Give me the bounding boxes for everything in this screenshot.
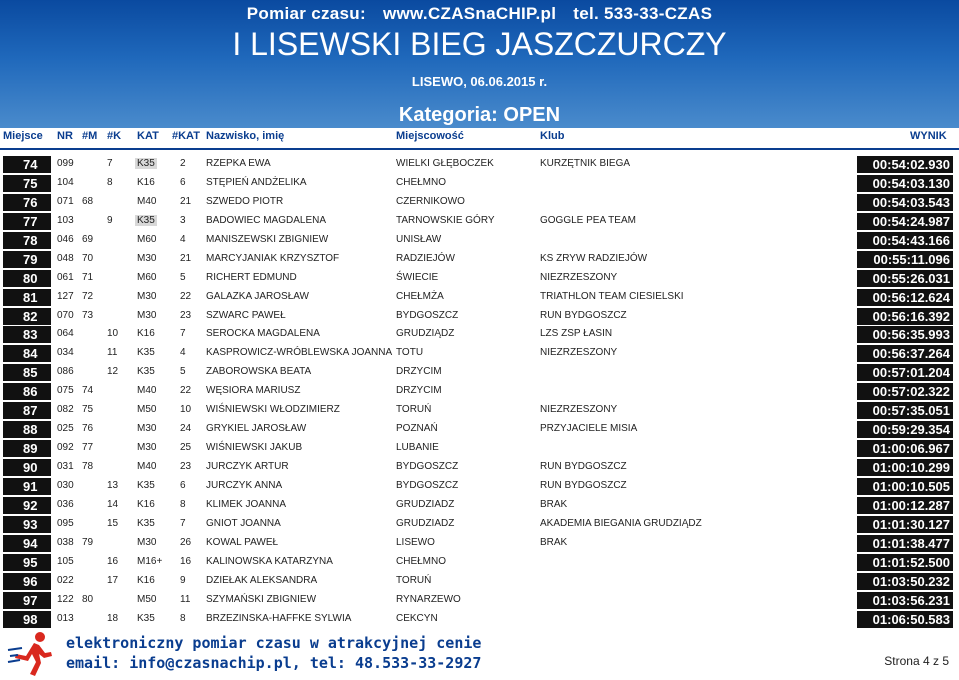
category-cell: M30 bbox=[137, 252, 157, 264]
col-club: Klub bbox=[540, 130, 565, 142]
bib-number: 075 bbox=[57, 385, 74, 397]
runner-name: WIŚNIEWSKI JAKUB bbox=[206, 442, 303, 454]
position-cell: 90 bbox=[3, 459, 51, 476]
category-rank: 25 bbox=[180, 442, 192, 454]
female-rank: 15 bbox=[107, 517, 119, 529]
time-cell: 01:00:12.287 bbox=[857, 497, 953, 514]
club-cell: LZS ZSP ŁASIN bbox=[540, 328, 613, 340]
category-rank: 21 bbox=[180, 195, 192, 207]
city-cell: ŚWIECIE bbox=[396, 271, 439, 283]
col-k: #K bbox=[107, 130, 122, 142]
category-cell: K16 bbox=[137, 176, 155, 188]
category-cell: M30 bbox=[137, 309, 157, 321]
category-rank: 5 bbox=[180, 271, 186, 283]
bib-number: 095 bbox=[57, 517, 74, 529]
bib-number: 103 bbox=[57, 214, 74, 226]
position-cell: 93 bbox=[3, 516, 51, 533]
time-cell: 01:01:38.477 bbox=[857, 535, 953, 552]
female-rank: 12 bbox=[107, 366, 119, 378]
male-rank: 76 bbox=[82, 423, 94, 435]
male-rank: 75 bbox=[82, 404, 94, 416]
club-cell: NIEZRZESZONY bbox=[540, 347, 618, 359]
table-row bbox=[0, 193, 959, 212]
runner-logo-icon bbox=[6, 630, 62, 678]
category-rank: 4 bbox=[180, 233, 186, 245]
category-rank: 22 bbox=[180, 290, 192, 302]
female-rank: 14 bbox=[107, 498, 119, 510]
runner-name: SZYMAŃSKI ZBIGNIEW bbox=[206, 593, 317, 605]
city-cell: WIELKI GŁĘBOCZEK bbox=[396, 158, 494, 169]
category-rank: 23 bbox=[180, 309, 192, 321]
col-city: Miejscowość bbox=[396, 130, 464, 142]
position-cell: 83 bbox=[3, 326, 51, 343]
runner-name: GRYKIEL JAROSŁAW bbox=[206, 423, 307, 435]
runner-name: KALINOWSKA KATARZYNA bbox=[206, 555, 333, 567]
runner-name: BADOWIEC MAGDALENA bbox=[206, 214, 327, 226]
position-cell: 87 bbox=[3, 402, 51, 419]
position-cell: 94 bbox=[3, 535, 51, 552]
footer-tagline: elektroniczny pomiar czasu w atrakcyjnej cenie bbox=[66, 634, 482, 652]
table-row bbox=[0, 477, 959, 496]
category-rank: 6 bbox=[180, 479, 186, 491]
time-cell: 00:56:12.624 bbox=[857, 289, 953, 306]
table-row bbox=[0, 610, 959, 629]
time-cell: 00:54:43.166 bbox=[857, 232, 953, 249]
club-cell: RUN BYDGOSZCZ bbox=[540, 479, 627, 491]
time-cell: 01:03:50.232 bbox=[857, 573, 953, 590]
male-rank: 74 bbox=[82, 385, 94, 397]
bib-number: 070 bbox=[57, 309, 74, 321]
position-cell: 74 bbox=[3, 156, 51, 173]
table-row bbox=[0, 231, 959, 250]
runner-name: SZWEDO PIOTR bbox=[206, 195, 284, 207]
col-hkat: #KAT bbox=[172, 130, 200, 142]
runner-name: STĘPIEŃ ANDŻELIKA bbox=[206, 176, 307, 188]
time-cell: 01:00:06.967 bbox=[857, 440, 953, 457]
runner-name: MANISZEWSKI ZBIGNIEW bbox=[206, 233, 329, 245]
female-rank: 17 bbox=[107, 574, 119, 586]
bib-number: 092 bbox=[57, 442, 74, 454]
position-cell: 86 bbox=[3, 383, 51, 400]
position-cell: 80 bbox=[3, 270, 51, 287]
col-nr: NR bbox=[57, 130, 73, 142]
category-rank: 5 bbox=[180, 366, 186, 378]
bib-number: 064 bbox=[57, 328, 74, 340]
bib-number: 082 bbox=[57, 404, 74, 416]
position-cell: 92 bbox=[3, 497, 51, 514]
bib-number: 061 bbox=[57, 271, 74, 283]
table-row bbox=[0, 439, 959, 458]
table-row bbox=[0, 420, 959, 439]
time-cell: 00:54:24.987 bbox=[857, 213, 953, 230]
category-cell: K16 bbox=[137, 328, 155, 340]
city-cell: GRUDZIADZ bbox=[396, 498, 455, 510]
event-place-date: LISEWO, 06.06.2015 r. bbox=[411, 74, 548, 89]
time-cell: 00:54:02.930 bbox=[857, 156, 953, 173]
runner-name: SEROCKA MAGDALENA bbox=[206, 328, 320, 340]
position-cell: 78 bbox=[3, 232, 51, 249]
female-rank: 11 bbox=[107, 347, 118, 359]
club-cell: NIEZRZESZONY bbox=[540, 404, 618, 416]
category-rank: 22 bbox=[180, 385, 192, 397]
time-cell: 00:54:03.543 bbox=[857, 194, 953, 211]
category-rank: 8 bbox=[180, 612, 186, 624]
city-cell: BYDGOSZCZ bbox=[396, 479, 459, 491]
position-cell: 95 bbox=[3, 554, 51, 571]
table-row bbox=[0, 458, 959, 477]
club-cell: BRAK bbox=[540, 536, 568, 548]
category-rank: 3 bbox=[180, 214, 186, 226]
category-rank: 21 bbox=[180, 252, 192, 264]
city-cell: CHEŁMŻA bbox=[396, 290, 444, 302]
male-rank: 78 bbox=[82, 461, 94, 472]
table-row bbox=[0, 534, 959, 553]
bib-number: 022 bbox=[57, 574, 74, 586]
time-cell: 00:57:01.204 bbox=[857, 364, 953, 381]
position-cell: 81 bbox=[3, 289, 51, 306]
table-row bbox=[0, 363, 959, 382]
runner-name: WĘSIORA MARIUSZ bbox=[206, 385, 301, 397]
city-cell: DRZYCIM bbox=[396, 366, 442, 378]
category-rank: 16 bbox=[180, 555, 192, 567]
position-cell: 85 bbox=[3, 364, 51, 381]
city-cell: LUBANIE bbox=[396, 442, 439, 454]
category-cell: K35 bbox=[137, 517, 155, 529]
time-cell: 01:01:52.500 bbox=[857, 554, 953, 571]
male-rank: 77 bbox=[82, 442, 94, 454]
runner-name: ZABOROWSKA BEATA bbox=[206, 366, 312, 378]
club-cell: AKADEMIA BIEGANIA GRUDZIĄDZ bbox=[540, 517, 702, 529]
category-rank: 24 bbox=[180, 423, 192, 435]
category-cell: K35 bbox=[137, 158, 155, 169]
runner-name: RZEPKA EWA bbox=[206, 158, 271, 169]
time-cell: 00:55:11.096 bbox=[857, 251, 953, 268]
category-rank: 2 bbox=[180, 158, 186, 169]
position-cell: 98 bbox=[3, 611, 51, 628]
male-rank: 70 bbox=[82, 252, 94, 264]
city-cell: CEKCYN bbox=[396, 612, 438, 624]
column-headers bbox=[0, 130, 959, 146]
runner-name: MARCYJANIAK KRZYSZTOF bbox=[206, 252, 340, 264]
city-cell: RADZIEJÓW bbox=[396, 252, 455, 264]
club-cell: BRAK bbox=[540, 498, 568, 510]
city-cell: BYDGOSZCZ bbox=[396, 309, 459, 321]
category-cell: K35 bbox=[137, 479, 155, 491]
female-rank: 9 bbox=[107, 214, 113, 226]
time-cell: 00:59:29.354 bbox=[857, 421, 953, 438]
position-cell: 84 bbox=[3, 345, 51, 362]
club-cell: PRZYJACIELE MISIA bbox=[540, 423, 638, 435]
col-m: #M bbox=[82, 130, 98, 142]
runner-name: KOWAL PAWEŁ bbox=[206, 536, 279, 548]
category-cell: K35 bbox=[137, 214, 155, 226]
category-rank: 7 bbox=[180, 328, 186, 340]
club-cell: RUN BYDGOSZCZ bbox=[540, 461, 627, 472]
bib-number: 031 bbox=[57, 461, 74, 472]
male-rank: 80 bbox=[82, 593, 94, 605]
results-table bbox=[0, 155, 959, 628]
position-cell: 75 bbox=[3, 175, 51, 192]
runner-name: JURCZYK ANNA bbox=[206, 479, 283, 491]
table-row bbox=[0, 515, 959, 534]
runner-name: KLIMEK JOANNA bbox=[206, 498, 287, 510]
header-divider bbox=[0, 148, 959, 150]
time-cell: 01:03:56.231 bbox=[857, 592, 953, 609]
runner-name: BRZEZINSKA-HAFFKE SYLWIA bbox=[206, 612, 352, 624]
table-row bbox=[0, 307, 959, 326]
category-cell: M40 bbox=[137, 461, 157, 472]
position-cell: 91 bbox=[3, 478, 51, 495]
col-miejsce: Miejsce bbox=[3, 130, 43, 142]
table-row bbox=[0, 325, 959, 344]
male-rank: 69 bbox=[82, 233, 94, 245]
city-cell: CZERNIKOWO bbox=[396, 195, 465, 207]
table-row bbox=[0, 591, 959, 610]
female-rank: 13 bbox=[107, 479, 119, 491]
category-cell: K16 bbox=[137, 498, 155, 510]
position-cell: 96 bbox=[3, 573, 51, 590]
position-cell: 82 bbox=[3, 308, 51, 325]
table-row bbox=[0, 288, 959, 307]
female-rank: 10 bbox=[107, 328, 119, 340]
male-rank: 79 bbox=[82, 536, 94, 548]
table-row bbox=[0, 496, 959, 515]
bib-number: 013 bbox=[57, 612, 74, 624]
position-cell: 76 bbox=[3, 194, 51, 211]
category-cell: M30 bbox=[137, 423, 157, 435]
table-row bbox=[0, 250, 959, 269]
promo-label: Pomiar czasu: bbox=[246, 4, 366, 23]
club-cell: RUN BYDGOSZCZ bbox=[540, 309, 627, 321]
footer-contact[interactable]: email: info@czasnachip.pl, tel: 48.533-33-2927 bbox=[66, 654, 482, 672]
category-cell: M30 bbox=[137, 442, 157, 454]
category-rank: 8 bbox=[180, 498, 186, 510]
category-cell: M60 bbox=[137, 271, 157, 283]
city-cell: GRUDZIĄDZ bbox=[396, 328, 455, 340]
category-rank: 9 bbox=[180, 574, 186, 586]
promo-website[interactable]: www.CZASnaCHIP.pl bbox=[382, 4, 557, 23]
footer bbox=[0, 628, 959, 680]
table-row bbox=[0, 269, 959, 288]
category-cell: M40 bbox=[137, 195, 157, 207]
table-row bbox=[0, 155, 959, 174]
club-cell: KURZĘTNIK BIEGA bbox=[540, 158, 631, 169]
city-cell: CHEŁMNO bbox=[396, 176, 447, 188]
bib-number: 048 bbox=[57, 252, 74, 264]
event-title: I LISEWSKI BIEG JASZCZURCZY bbox=[232, 26, 727, 62]
runner-name: WIŚNIEWSKI WŁODZIMIERZ bbox=[206, 404, 340, 416]
position-cell: 89 bbox=[3, 440, 51, 457]
club-cell: NIEZRZESZONY bbox=[540, 271, 618, 283]
city-cell: DRZYCIM bbox=[396, 385, 442, 397]
club-cell: TRIATHLON TEAM CIESIELSKI bbox=[540, 290, 684, 302]
category-cell: M16+ bbox=[137, 555, 163, 567]
time-cell: 00:55:26.031 bbox=[857, 270, 953, 287]
male-rank: 71 bbox=[82, 271, 94, 283]
city-cell: BYDGOSZCZ bbox=[396, 461, 459, 472]
category-title: Kategoria: OPEN bbox=[398, 104, 561, 126]
bib-number: 030 bbox=[57, 479, 74, 491]
runner-name: KASPROWICZ-WRÓBLEWSKA JOANNA bbox=[206, 347, 393, 359]
col-name: Nazwisko, imię bbox=[206, 130, 285, 142]
time-cell: 01:01:30.127 bbox=[857, 516, 953, 533]
category-rank: 10 bbox=[180, 404, 192, 416]
time-cell: 00:56:37.264 bbox=[857, 345, 953, 362]
bib-number: 071 bbox=[57, 195, 74, 207]
time-cell: 00:56:35.993 bbox=[857, 326, 953, 343]
table-row bbox=[0, 174, 959, 193]
bib-number: 025 bbox=[57, 423, 74, 435]
page-number: Strona 4 z 5 bbox=[884, 654, 949, 668]
category-rank: 4 bbox=[180, 347, 186, 359]
bib-number: 122 bbox=[57, 593, 74, 605]
time-cell: 00:56:16.392 bbox=[857, 308, 953, 325]
city-cell: UNISŁAW bbox=[396, 233, 442, 245]
position-cell: 97 bbox=[3, 592, 51, 609]
table-row bbox=[0, 572, 959, 591]
bib-number: 034 bbox=[57, 347, 74, 359]
table-row bbox=[0, 344, 959, 363]
time-cell: 01:00:10.505 bbox=[857, 478, 953, 495]
city-cell: LISEWO bbox=[396, 536, 435, 548]
position-cell: 88 bbox=[3, 421, 51, 438]
female-rank: 16 bbox=[107, 555, 119, 567]
position-cell: 77 bbox=[3, 213, 51, 230]
city-cell: CHEŁMNO bbox=[396, 555, 447, 567]
female-rank: 7 bbox=[107, 158, 113, 169]
category-rank: 26 bbox=[180, 536, 192, 548]
promo-phone: tel. 533-33-CZAS bbox=[573, 4, 713, 23]
category-rank: 7 bbox=[180, 517, 186, 529]
city-cell: TOTU bbox=[396, 347, 424, 359]
category-cell: K35 bbox=[137, 612, 155, 624]
time-cell: 01:06:50.583 bbox=[857, 611, 953, 628]
runner-name: DZIEŁAK ALEKSANDRA bbox=[206, 574, 318, 586]
time-cell: 00:57:35.051 bbox=[857, 402, 953, 419]
category-cell: M30 bbox=[137, 536, 157, 548]
bib-number: 036 bbox=[57, 498, 74, 510]
category-cell: K35 bbox=[137, 366, 155, 378]
male-rank: 68 bbox=[82, 195, 94, 207]
category-rank: 6 bbox=[180, 176, 186, 188]
category-cell: M30 bbox=[137, 290, 157, 302]
promo-line bbox=[0, 4, 959, 24]
category-cell: M60 bbox=[137, 233, 157, 245]
table-row bbox=[0, 553, 959, 572]
table-row bbox=[0, 382, 959, 401]
bib-number: 046 bbox=[57, 233, 74, 245]
bib-number: 086 bbox=[57, 366, 74, 378]
time-cell: 01:00:10.299 bbox=[857, 459, 953, 476]
runner-name: JURCZYK ARTUR bbox=[206, 461, 289, 472]
runner-name: RICHERT EDMUND bbox=[206, 271, 297, 283]
club-cell: KS ZRYW RADZIEJÓW bbox=[540, 252, 648, 264]
bib-number: 099 bbox=[57, 158, 74, 169]
category-cell: M50 bbox=[137, 404, 157, 416]
bib-number: 127 bbox=[57, 290, 74, 302]
runner-name: GNIOT JOANNA bbox=[206, 517, 281, 529]
city-cell: RYNARZEWO bbox=[396, 593, 461, 605]
category-rank: 23 bbox=[180, 461, 192, 472]
time-cell: 00:54:03.130 bbox=[857, 175, 953, 192]
col-kat: KAT bbox=[137, 130, 159, 142]
club-cell: GOGGLE PEA TEAM bbox=[540, 214, 636, 226]
bib-number: 104 bbox=[57, 176, 74, 188]
city-cell: GRUDZIADZ bbox=[396, 517, 455, 529]
city-cell: TORUŃ bbox=[396, 404, 432, 416]
city-cell: TORUŃ bbox=[396, 574, 432, 586]
table-row bbox=[0, 212, 959, 231]
position-cell: 79 bbox=[3, 251, 51, 268]
male-rank: 73 bbox=[82, 309, 94, 321]
city-cell: POZNAŃ bbox=[396, 423, 438, 435]
category-cell: M50 bbox=[137, 593, 157, 605]
category-cell: K16 bbox=[137, 574, 155, 586]
header-banner bbox=[0, 0, 959, 128]
time-cell: 00:57:02.322 bbox=[857, 383, 953, 400]
category-rank: 11 bbox=[180, 593, 191, 605]
bib-number: 038 bbox=[57, 536, 74, 548]
category-cell: M40 bbox=[137, 385, 157, 397]
female-rank: 8 bbox=[107, 176, 113, 188]
table-row bbox=[0, 401, 959, 420]
bib-number: 105 bbox=[57, 555, 74, 567]
male-rank: 72 bbox=[82, 290, 94, 302]
runner-name: SZWARC PAWEŁ bbox=[206, 309, 286, 321]
col-time: WYNIK bbox=[910, 130, 947, 142]
city-cell: TARNOWSKIE GÓRY bbox=[396, 214, 495, 226]
female-rank: 18 bbox=[107, 612, 119, 624]
category-cell: K35 bbox=[137, 347, 155, 359]
runner-name: GALAZKA JAROSŁAW bbox=[206, 290, 309, 302]
